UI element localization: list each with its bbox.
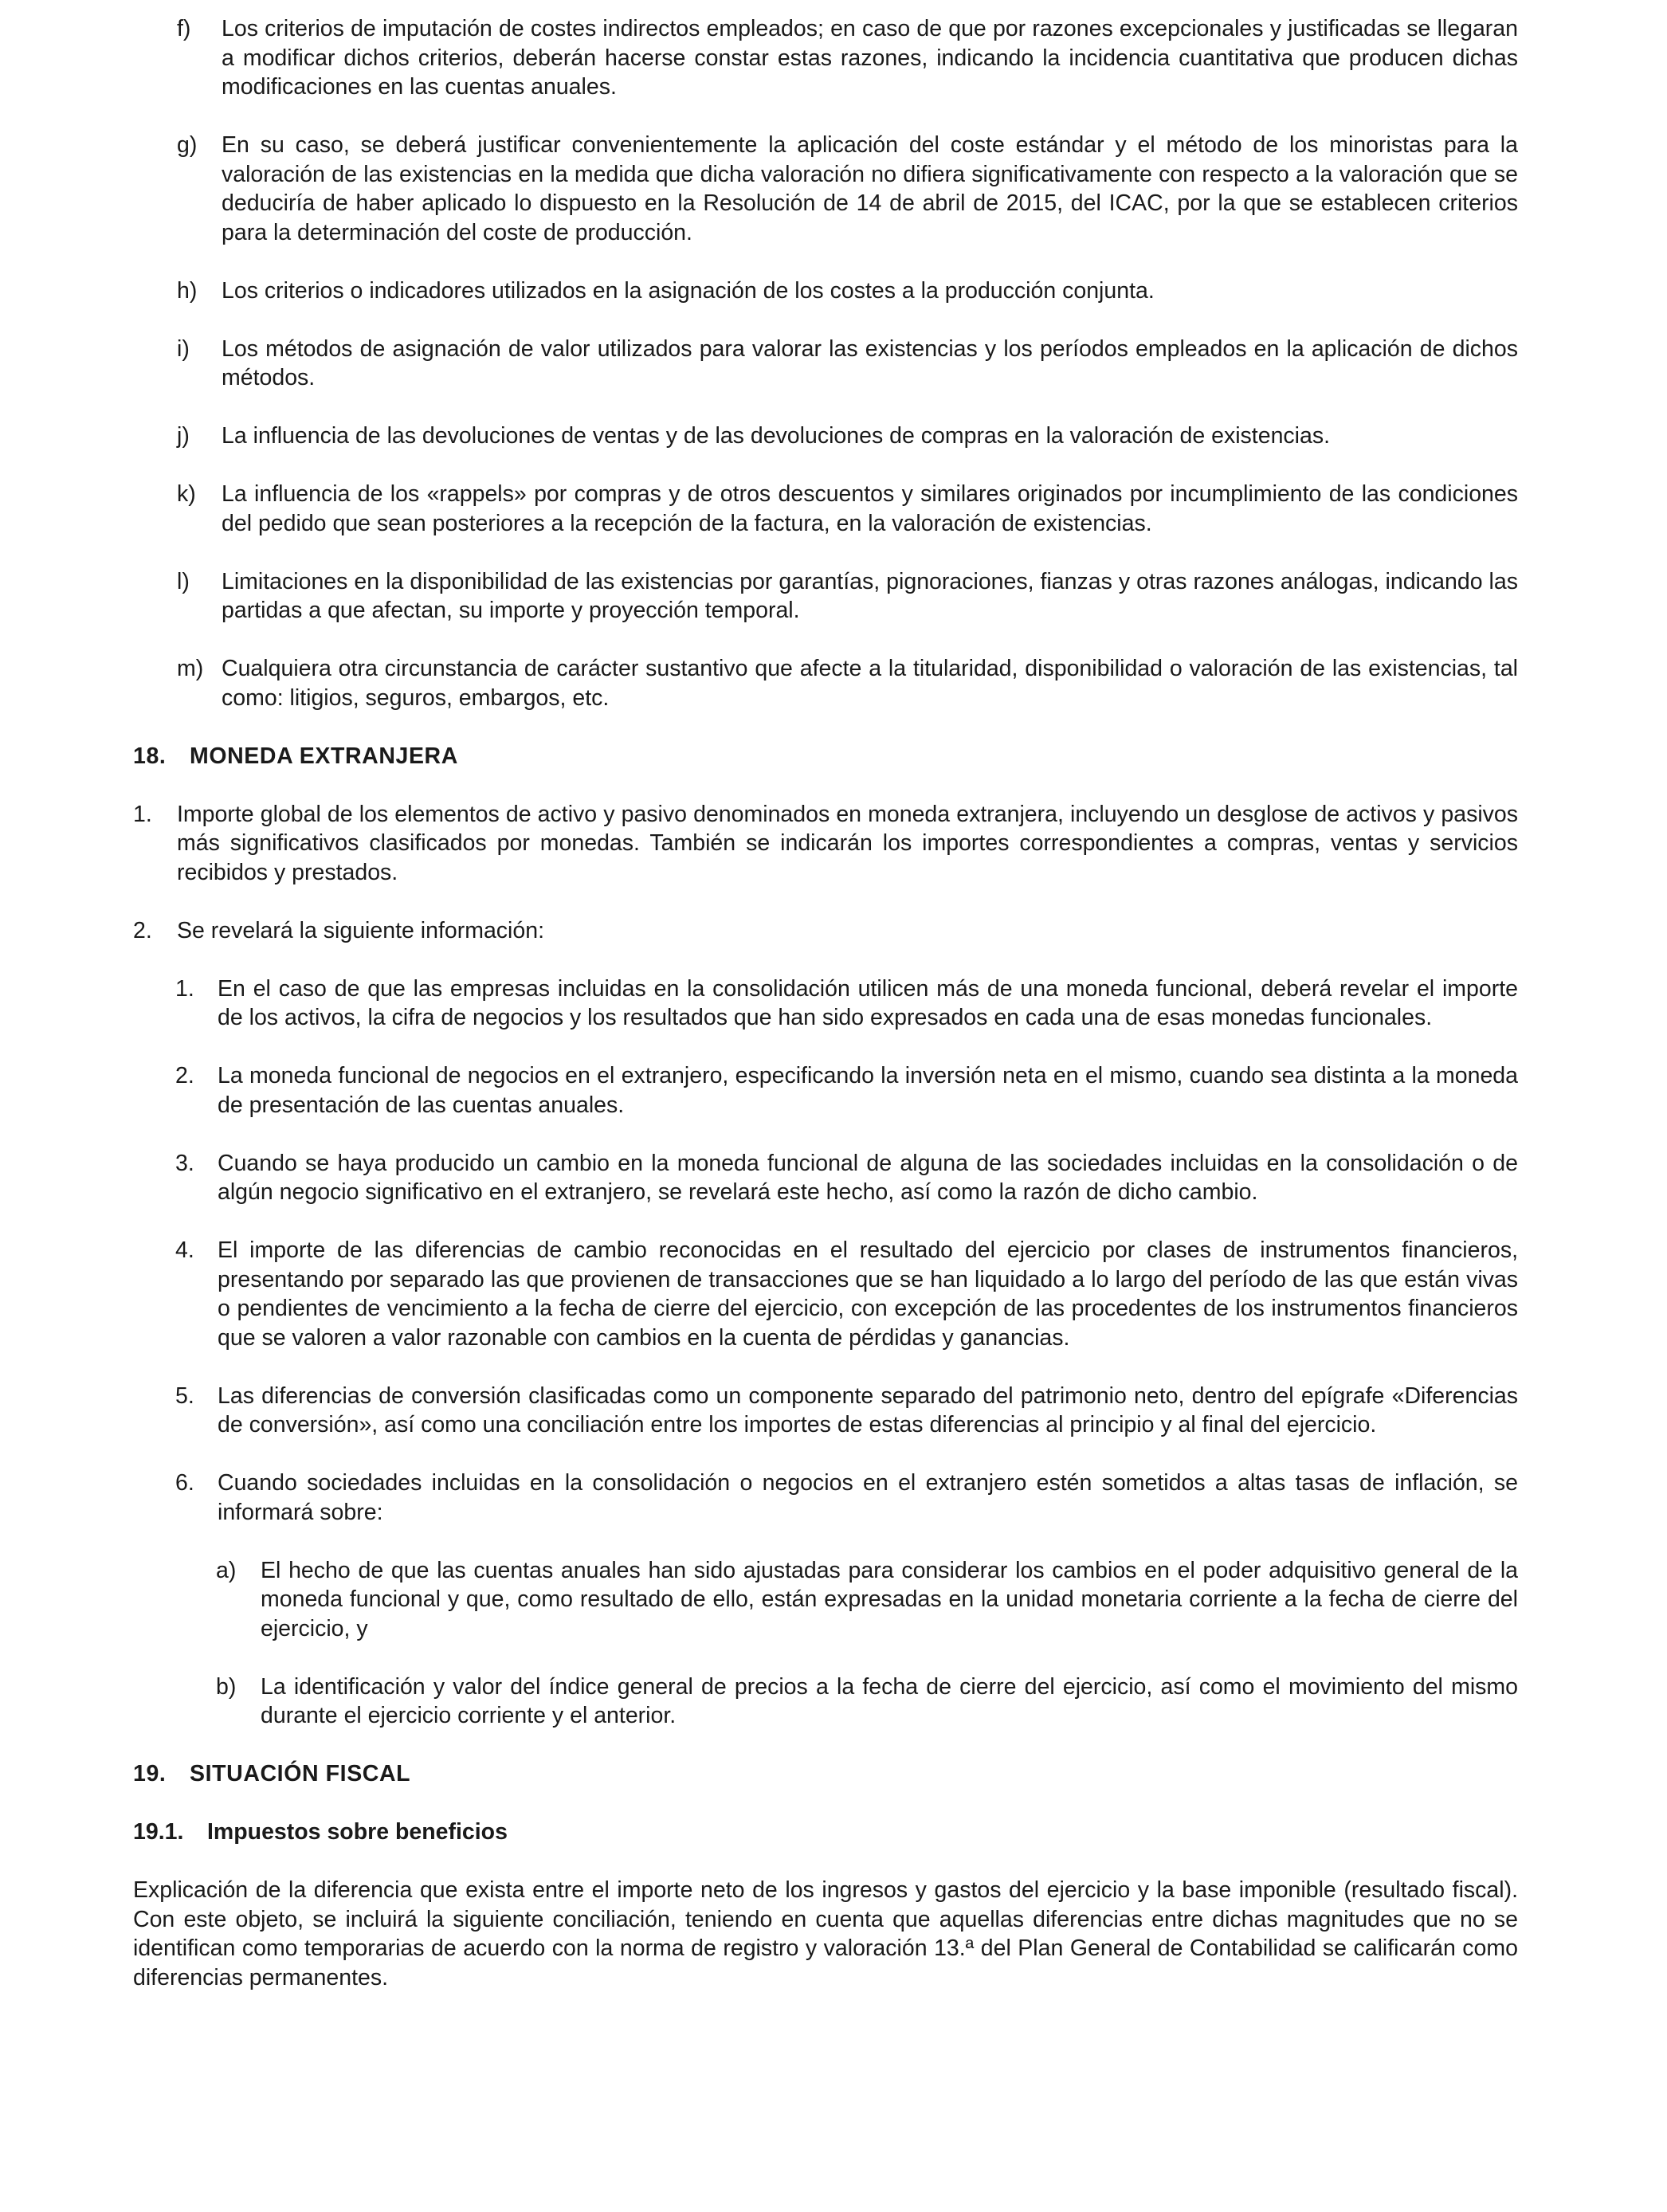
subsection-title: Impuestos sobre beneficios bbox=[207, 1819, 508, 1845]
list-marker: 5. bbox=[175, 1382, 194, 1409]
list-text: En el caso de que las empresas incluidas en la consolidación utilicen más de una moneda funcional, deberá revelar el importe de los activos, la cifra de negocios y los resultados que han sido expresados en cada una de esas monedas funcionales. bbox=[218, 975, 1518, 1030]
body-paragraph: Explicación de la diferencia que exista entre el importe neto de los ingresos y gastos del ejercicio y la base imponible (resultado fiscal). Con este objeto, se incluirá la siguiente conciliación, teniendo en cuenta que aquellas diferencias entre dichas magnitudes que no se identifican como temporarias de acuerdo con la norma de registro y valoración 13.ª del Plan General de Contabilidad se calificarán como diferencias permanentes. bbox=[133, 1877, 1518, 1990]
list-item bbox=[133, 1673, 1518, 1731]
list-item bbox=[133, 1556, 1518, 1644]
list-text: La influencia de los «rappels» por compras y de otros descuentos y similares originados por incumplimiento de las condiciones del pedido que sean posteriores a la recepción de la factura, en la valoración de existencias. bbox=[222, 481, 1518, 536]
list-marker: j) bbox=[177, 423, 190, 449]
list-item bbox=[133, 654, 1518, 712]
list-item bbox=[133, 276, 1518, 306]
list-marker: 1. bbox=[175, 975, 194, 1002]
list-text: El hecho de que las cuentas anuales han sido ajustadas para considerar los cambios en el poder adquisitivo general de la moneda funcional y que, como resultado de ello, están expresadas en la unidad monetaria corriente a la fecha de cierre del ejercicio, y bbox=[261, 1557, 1518, 1641]
document-page bbox=[133, 14, 1518, 1992]
list-item bbox=[133, 422, 1518, 451]
list-marker: m) bbox=[177, 656, 204, 681]
list-marker: f) bbox=[177, 16, 191, 41]
list-text: Importe global de los elementos de activo y pasivo denominados en moneda extranjera, incluyendo un desglose de activos y pasivos más significativos clasificados por monedas. También se indicarán los importes correspondientes a compras, ventas y servicios recibidos y prestados. bbox=[177, 801, 1518, 885]
list-marker: 6. bbox=[175, 1470, 194, 1496]
list-text: La moneda funcional de negocios en el extranjero, especificando la inversión neta en el mismo, cuando sea distinta a la moneda de presentación de las cuentas anuales. bbox=[218, 1063, 1518, 1118]
list-item bbox=[133, 1382, 1518, 1440]
section-number: 19. bbox=[133, 1761, 167, 1786]
section-title: MONEDA EXTRANJERA bbox=[190, 743, 458, 769]
list-text: Cualquiera otra circunstancia de carácter sustantivo que afecte a la titularidad, disponibilidad o valoración de las existencias, tal como: litigios, seguros, embargos, etc. bbox=[222, 656, 1518, 711]
list-marker: 1. bbox=[133, 801, 152, 827]
section-number: 18. bbox=[133, 743, 167, 769]
list-text: Limitaciones en la disponibilidad de las existencias por garantías, pignoraciones, fianzas y otras razones análogas, indicando las partidas a que afectan, su importe y proyección temporal. bbox=[222, 568, 1518, 623]
list-item bbox=[133, 800, 1518, 888]
section-19-heading bbox=[133, 1759, 1518, 1789]
list-item bbox=[133, 1469, 1518, 1527]
list-marker: g) bbox=[177, 132, 198, 158]
list-item bbox=[133, 1149, 1518, 1207]
list-marker: i) bbox=[177, 335, 190, 362]
list-marker: b) bbox=[216, 1673, 237, 1700]
list-item bbox=[133, 131, 1518, 247]
list-item bbox=[133, 480, 1518, 538]
list-marker: l) bbox=[177, 568, 190, 594]
list-text: La influencia de las devoluciones de ventas y de las devoluciones de compras en la valoración de existencias. bbox=[222, 423, 1331, 449]
list-text: La identificación y valor del índice general de precios a la fecha de cierre del ejercicio, así como el movimiento del mismo durante el ejercicio corriente y el anterior. bbox=[261, 1673, 1518, 1728]
list-text: Cuando se haya producido un cambio en la moneda funcional de alguna de las sociedades incluidas en la consolidación o de algún negocio significativo en el extranjero, se revelará este hecho, así como la razón de dicho cambio. bbox=[218, 1150, 1518, 1205]
list-marker: a) bbox=[216, 1557, 237, 1583]
list-text: Las diferencias de conversión clasificadas como un componente separado del patrimonio neto, dentro del epígrafe «Diferencias de conversión», así como una conciliación entre los importes de estas diferencias al principio y al final del ejercicio. bbox=[218, 1382, 1518, 1437]
list-item bbox=[133, 1061, 1518, 1120]
subsection-19-1-heading bbox=[133, 1818, 1518, 1847]
list-text: Se revelará la siguiente información: bbox=[177, 917, 544, 943]
list-marker: 3. bbox=[175, 1150, 194, 1176]
section-18-heading bbox=[133, 742, 1518, 771]
list-item bbox=[133, 975, 1518, 1033]
list-text: Los criterios o indicadores utilizados en la asignación de los costes a la producción conjunta. bbox=[222, 277, 1155, 304]
list-marker: h) bbox=[177, 277, 198, 304]
list-text: En su caso, se deberá justificar convenientemente la aplicación del coste estándar y el método de los minoristas para la valoración de las existencias en la medida que dicha valoración no difiera significativamente con respecto a la valoración que se deduciría de haber aplicado lo dispuesto en la Resolución de 14 de abril de 2015, del ICAC, por la que se establecen criterios para la determinación del coste de producción. bbox=[222, 132, 1518, 245]
list-text: Los métodos de asignación de valor utilizados para valorar las existencias y los períodos empleados en la aplicación de dichos métodos. bbox=[222, 335, 1518, 390]
subsection-number: 19.1. bbox=[133, 1819, 184, 1845]
list-marker: 2. bbox=[133, 917, 152, 943]
list-item bbox=[133, 14, 1518, 102]
list-item bbox=[133, 916, 1518, 946]
list-text: Cuando sociedades incluidas en la consolidación o negocios en el extranjero estén sometidos a altas tasas de inflación, se informará sobre: bbox=[218, 1470, 1518, 1525]
list-marker: 4. bbox=[175, 1237, 194, 1263]
list-item bbox=[133, 567, 1518, 626]
list-text: El importe de las diferencias de cambio reconocidas en el resultado del ejercicio por clases de instrumentos financieros, presentando por separado las que provienen de transacciones que se han liquidado a lo largo del período de las que están vivas o pendientes de vencimiento a la fecha de cierre del ejercicio, con excepción de las procedentes de los instrumentos financieros que se valoren a valor razonable con cambios en la cuenta de pérdidas y ganancias. bbox=[218, 1237, 1518, 1351]
list-marker: 2. bbox=[175, 1063, 194, 1088]
letter-list bbox=[133, 14, 1518, 712]
list-text: Los criterios de imputación de costes indirectos empleados; en caso de que por razones excepcionales y justificadas se llegaran a modificar dichos criterios, deberán hacerse constar estas razones, indicando la incidencia cuantitativa que producen dichas modificaciones en las cuentas anuales. bbox=[222, 16, 1518, 100]
list-marker: k) bbox=[177, 481, 196, 507]
list-item bbox=[133, 335, 1518, 393]
list-item bbox=[133, 1236, 1518, 1352]
section-title: SITUACIÓN FISCAL bbox=[190, 1761, 411, 1786]
